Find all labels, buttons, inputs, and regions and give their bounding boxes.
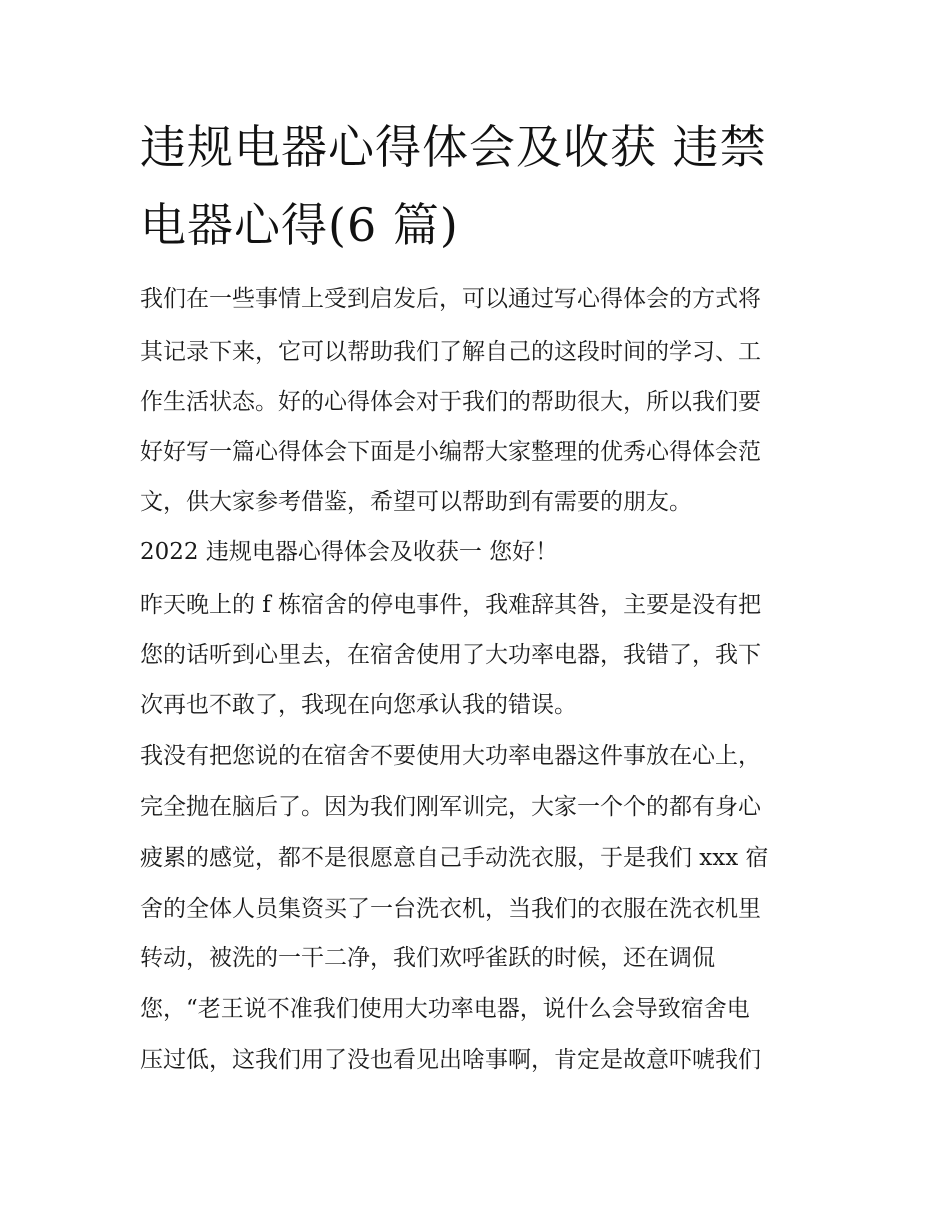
- body-text-line: 您的话听到心里去，在宿舍使用了大功率电器，我错了，我下: [140, 642, 761, 668]
- document-title-line-1: 违规电器心得体会及收获 违禁: [140, 120, 767, 174]
- body-text-line: 其记录下来，它可以帮助我们了解自己的这段时间的学习、工: [140, 339, 761, 365]
- body-text-line: 好好写一篇心得体会下面是小编帮大家整理的优秀心得体会范: [140, 439, 761, 465]
- document-title-line-2: 电器心得(6 篇): [140, 198, 459, 252]
- body-text-line: 您，“老王说不准我们使用大功率电器，说什么会导致宿舍电: [140, 996, 750, 1022]
- body-text-line: 舍的全体人员集资买了一台洗衣机，当我们的衣服在洗衣机里: [140, 896, 761, 922]
- body-text-line: 压过低，这我们用了没也看见出啥事啊，肯定是故意吓唬我们: [140, 1047, 761, 1073]
- section-heading-line: 2022 违规电器心得体会及收获一 您好！: [140, 539, 559, 565]
- body-text-line: 疲累的感觉，都不是很愿意自己手动洗衣服，于是我们 xxx 宿: [140, 845, 769, 871]
- body-text-line: 完全抛在脑后了。因为我们刚军训完，大家一个个的都有身心: [140, 794, 761, 820]
- body-text-line: 我们在一些事情上受到启发后，可以通过写心得体会的方式将: [140, 286, 761, 312]
- body-text-line: 转动，被洗的一干二净，我们欢呼雀跃的时候，还在调侃: [140, 945, 715, 971]
- body-text-line: 次再也不敢了，我现在向您承认我的错误。: [140, 692, 577, 718]
- body-text-line: 作生活状态。好的心得体会对于我们的帮助很大，所以我们要: [140, 389, 761, 415]
- body-text-line: 昨天晚上的 f 栋宿舍的停电事件，我难辞其咎，主要是没有把: [140, 592, 762, 618]
- body-text-line: 我没有把您说的在宿舍不要使用大功率电器这件事放在心上，: [140, 743, 761, 769]
- body-text-line: 文，供大家参考借鉴，希望可以帮助到有需要的朋友。: [140, 489, 692, 515]
